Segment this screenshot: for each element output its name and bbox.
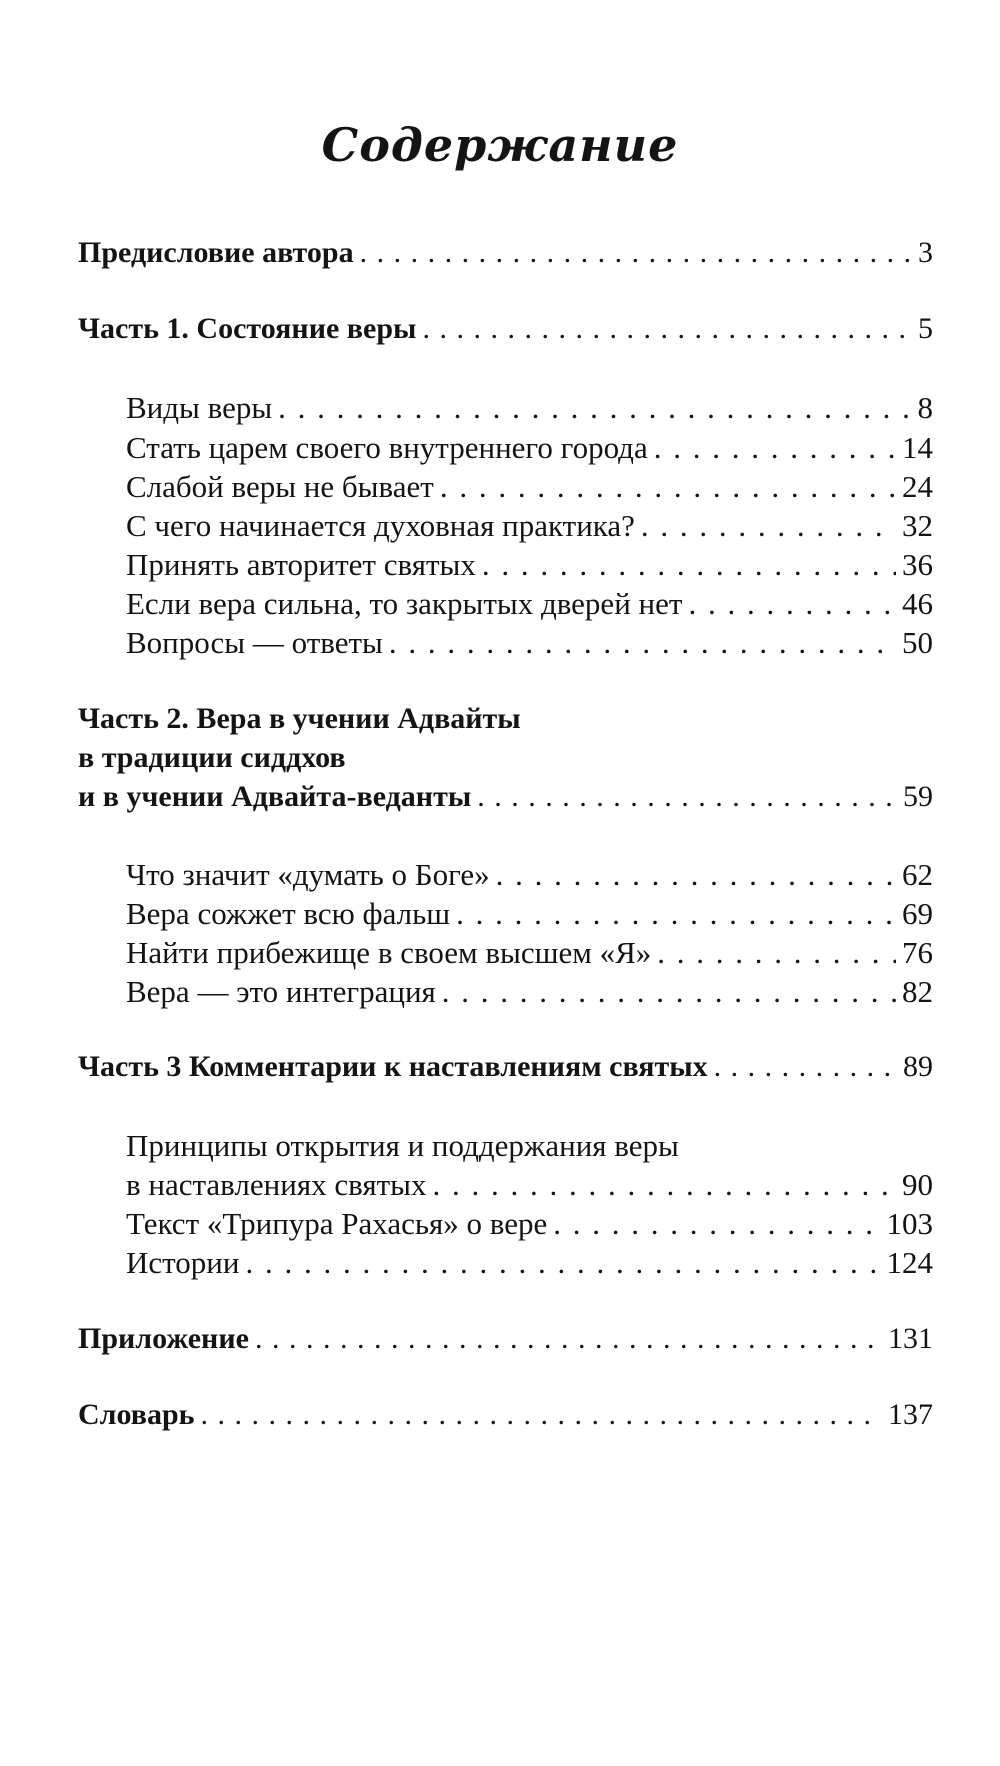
toc-page-number: 89 xyxy=(903,1050,933,1083)
toc-entry xyxy=(126,1167,933,1207)
toc-entry xyxy=(126,430,933,470)
toc-entry xyxy=(126,508,933,548)
toc-entry-label: Вопросы — ответы xyxy=(126,625,383,660)
leader-dots xyxy=(482,547,896,583)
leader-dots xyxy=(477,780,897,814)
toc-entry xyxy=(126,586,933,626)
toc-entry-part-2-line-1 xyxy=(78,702,933,742)
toc-entry-label: Если вера сильна, то закрытых дверей нет xyxy=(126,586,683,621)
leader-dots xyxy=(278,390,911,426)
toc-entry-label: Виды веры xyxy=(126,390,273,425)
page-title: Содержание xyxy=(321,118,679,172)
leader-dots xyxy=(422,312,912,346)
toc-entry-part-2-line-2 xyxy=(78,741,933,781)
toc-page-number: 32 xyxy=(902,508,933,543)
toc-entry-label: Принципы открытия и поддержания веры xyxy=(126,1128,679,1163)
toc-entry xyxy=(126,896,933,936)
leader-dots xyxy=(657,935,896,971)
leader-dots xyxy=(389,625,896,661)
toc-entry-label: в традиции сиддхов xyxy=(78,741,346,774)
toc-page-number: 131 xyxy=(888,1322,933,1355)
toc-entry xyxy=(126,935,933,975)
toc-entry-label: Часть 3 Комментарии к наставлениям святых xyxy=(78,1050,708,1083)
toc-page-number: 90 xyxy=(902,1167,933,1202)
leader-dots xyxy=(442,974,896,1010)
toc-page-number: 36 xyxy=(902,547,933,582)
toc-entry xyxy=(126,857,933,897)
toc-entry-preface xyxy=(78,236,933,276)
toc-entry xyxy=(126,390,933,430)
toc-entry-label: Предисловие автора xyxy=(78,236,354,269)
toc-entry xyxy=(126,1128,933,1168)
toc-page-number: 62 xyxy=(902,857,933,892)
toc-page-number: 82 xyxy=(902,974,933,1009)
toc-entry-label: Принять авторитет святых xyxy=(126,547,476,582)
toc-entry xyxy=(126,1206,933,1246)
toc-entry-label: в наставлениях святых xyxy=(126,1167,427,1202)
toc-entry-label: Истории xyxy=(126,1245,240,1280)
leader-dots xyxy=(714,1050,897,1084)
toc-entry-label: Найти прибежище в своем высшем «Я» xyxy=(126,935,652,970)
leader-dots xyxy=(255,1322,882,1356)
toc-entry-part-1 xyxy=(78,312,933,352)
leader-dots xyxy=(553,1206,880,1242)
toc-entry-part-3 xyxy=(78,1050,933,1090)
toc-page-number: 50 xyxy=(902,625,933,660)
leader-dots xyxy=(432,1167,896,1203)
leader-dots xyxy=(456,896,896,932)
toc-page-number: 8 xyxy=(917,390,933,425)
toc-entry-label: Стать царем своего внутреннего города xyxy=(126,430,648,465)
toc-entry xyxy=(126,625,933,665)
toc-entry-label: Часть 2. Вера в учении Адвайты xyxy=(78,702,521,735)
leader-dots xyxy=(654,430,896,466)
toc-page-number: 124 xyxy=(886,1245,933,1280)
toc-entry-appendix xyxy=(78,1322,933,1362)
toc-page-number: 24 xyxy=(902,469,933,504)
leader-dots xyxy=(201,1398,883,1432)
toc-entry xyxy=(126,974,933,1014)
leader-dots xyxy=(496,857,896,893)
toc-page-number: 5 xyxy=(918,312,933,345)
toc-page-number: 69 xyxy=(902,896,933,931)
toc-entry-label: Часть 1. Состояние веры xyxy=(78,312,417,345)
leader-dots xyxy=(360,236,912,270)
leader-dots xyxy=(245,1245,880,1281)
toc-entry-label: С чего начинается духовная практика? xyxy=(126,508,635,543)
toc-page-number: 46 xyxy=(902,586,933,621)
toc-entry-label: Что значит «думать о Боге» xyxy=(126,857,490,892)
leader-dots xyxy=(688,586,896,622)
toc-entry xyxy=(126,547,933,587)
toc-page-number: 103 xyxy=(886,1206,933,1241)
leader-dots xyxy=(440,469,896,505)
toc-page-number: 3 xyxy=(918,236,933,269)
toc-entry-label: Текст «Трипура Рахасья» о вере xyxy=(126,1206,548,1241)
toc-entry xyxy=(126,469,933,509)
toc-entry-label: и в учении Адвайта-веданты xyxy=(78,780,472,813)
toc-entry-part-2-line-3 xyxy=(78,780,933,820)
toc-entry-label: Вера — это интеграция xyxy=(126,974,436,1009)
toc-entry-label: Слабой веры не бывает xyxy=(126,469,434,504)
toc-entry xyxy=(126,1245,933,1285)
toc-entry-label: Вера сожжет всю фальш xyxy=(126,896,451,931)
toc-page-number: 14 xyxy=(902,430,933,465)
toc-entry-label: Словарь xyxy=(78,1398,195,1431)
toc-page-number: 59 xyxy=(903,780,933,813)
toc-entry-label: Приложение xyxy=(78,1322,249,1355)
leader-dots xyxy=(641,508,896,544)
toc-entry-glossary xyxy=(78,1398,933,1438)
toc-page-number: 76 xyxy=(902,935,933,970)
toc-page-number: 137 xyxy=(888,1398,933,1431)
